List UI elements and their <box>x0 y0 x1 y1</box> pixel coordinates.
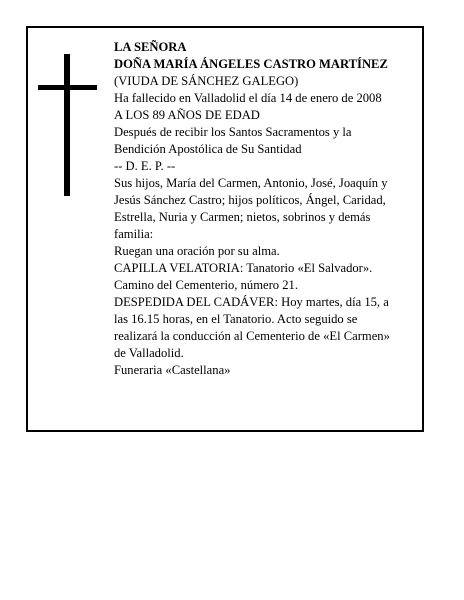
family-line-4: familia: <box>114 227 154 241</box>
death-line: Ha fallecido en Valladolid el día 14 de enero de 2008 <box>114 91 382 105</box>
prayer-line: Ruegan una oración por su alma. <box>114 244 280 258</box>
farewell-line-1: DESPEDIDA DEL CADÁVER: Hoy martes, día 15, a <box>114 295 389 309</box>
dep-line: -- D. E. P. -- <box>114 159 176 173</box>
sacraments-line-1: Después de recibir los Santos Sacramentos y la <box>114 125 352 139</box>
farewell-line-2: las 16.15 horas, en el Tanatorio. Acto seguido se <box>114 312 358 326</box>
sacraments-line-2: Bendición Apostólica de Su Santidad <box>114 142 302 156</box>
obituary-text <box>114 39 414 379</box>
farewell-line-4: de Valladolid. <box>114 346 184 360</box>
cross-horizontal-bar <box>38 85 97 90</box>
funeral-home-line: Funeraria «Castellana» <box>114 363 231 377</box>
family-line-1: Sus hijos, María del Carmen, Antonio, José, Joaquín y <box>114 176 388 190</box>
chapel-line-2: Camino del Cementerio, número 21. <box>114 278 298 292</box>
farewell-line-3: realizará la conducción al Cementerio de «El Carmen» <box>114 329 390 343</box>
cross-icon <box>38 54 97 196</box>
widow-of-line: (VIUDA DE SÁNCHEZ GALEGO) <box>114 74 299 88</box>
cross-vertical-bar <box>64 54 70 196</box>
age-line: A LOS 89 AÑOS DE EDAD <box>114 108 260 122</box>
header-la-senora: LA SEÑORA <box>114 40 187 54</box>
deceased-name: DOÑA MARÍA ÁNGELES CASTRO MARTÍNEZ <box>114 57 388 71</box>
family-line-2: Jesús Sánchez Castro; hijos políticos, Ángel, Caridad, <box>114 193 386 207</box>
chapel-line-1: CAPILLA VELATORIA: Tanatorio «El Salvador». <box>114 261 373 275</box>
family-line-3: Estrella, Nuria y Carmen; nietos, sobrinos y demás <box>114 210 371 224</box>
